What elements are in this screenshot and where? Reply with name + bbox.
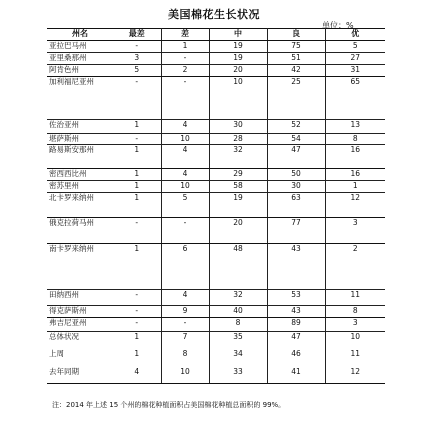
good-cell: 42: [267, 64, 325, 76]
fair-cell: 58: [209, 181, 267, 193]
table-row: [47, 145, 385, 169]
good-cell: 51: [267, 52, 325, 64]
good-cell: 43: [267, 244, 325, 290]
excellent-cell: 10: [350, 331, 361, 341]
poor-cell: 7: [161, 331, 209, 349]
good-cell: 50: [267, 169, 325, 181]
good-cell: 54: [267, 133, 325, 145]
fair-cell: 33: [209, 367, 267, 383]
good-cell: 47: [267, 331, 325, 349]
excellent-cell: 16: [325, 145, 385, 169]
table-row: [47, 169, 385, 181]
good-cell: 63: [267, 193, 325, 218]
table-row: [47, 193, 385, 218]
header-row: [47, 29, 385, 41]
state-cell: 总体状况: [49, 331, 79, 341]
good-cell: 46: [267, 349, 325, 367]
poor-cell: 1: [161, 40, 209, 52]
poor-cell: 10: [161, 133, 209, 145]
fair-cell: 19: [209, 52, 267, 64]
cotton-growth-table: [47, 28, 385, 384]
excellent-cell: 3: [325, 218, 385, 244]
state-cell: 得克萨斯州: [47, 306, 113, 318]
poor-cell: 4: [161, 169, 209, 181]
table-row: [47, 181, 385, 193]
good-cell: 25: [267, 76, 325, 119]
header-worst: 最差: [113, 29, 161, 41]
worst-cell: 1: [113, 181, 161, 193]
header-excellent: 优: [325, 29, 385, 41]
fair-cell: 19: [209, 193, 267, 218]
worst-cell: -: [113, 306, 161, 318]
state-cell: 佐治亚州: [47, 119, 113, 133]
poor-cell: 4: [161, 145, 209, 169]
excellent-cell: 12: [325, 193, 385, 218]
good-cell: 89: [267, 317, 325, 331]
state-cell: 路易斯安那州: [47, 145, 113, 169]
table-row: [47, 290, 385, 306]
poor-cell: -: [161, 317, 209, 331]
poor-cell: 9: [161, 306, 209, 318]
poor-cell: -: [161, 76, 209, 119]
good-cell: 30: [267, 181, 325, 193]
excellent-cell: 8: [325, 133, 385, 145]
excellent-cell: 11: [325, 290, 385, 306]
state-cell: 南卡罗来纳州: [47, 244, 113, 290]
table-row: [47, 64, 385, 76]
state-cell: 加利福尼亚州: [47, 76, 113, 119]
excellent-cell: 12: [325, 367, 385, 383]
state-cell: 弗吉尼亚州: [47, 317, 113, 331]
state-cell: 密苏里州: [47, 181, 113, 193]
worst-cell: 1: [113, 169, 161, 181]
fair-cell: 19: [209, 40, 267, 52]
worst-cell: -: [113, 133, 161, 145]
excellent-cell: 27: [325, 52, 385, 64]
poor-cell: 6: [161, 244, 209, 290]
state-cell: 堪萨斯州: [47, 133, 113, 145]
good-cell: 52: [267, 119, 325, 133]
worst-cell: 1: [113, 244, 161, 290]
header-state: 州名: [47, 29, 113, 41]
poor-cell: -: [161, 52, 209, 64]
state-cell: 上周: [49, 349, 64, 358]
table-row: [47, 317, 385, 331]
excellent-cell: 3: [325, 317, 385, 331]
good-cell: 75: [267, 40, 325, 52]
fair-cell: 20: [209, 64, 267, 76]
poor-cell: 10: [161, 367, 209, 383]
worst-cell: -: [113, 317, 161, 331]
table-body: [47, 40, 385, 383]
fair-cell: 20: [209, 218, 267, 244]
header-poor: 差: [161, 29, 209, 41]
worst-cell: -: [113, 290, 161, 306]
table-row: [47, 52, 385, 64]
excellent-cell: 11: [350, 349, 361, 358]
fair-cell: 40: [209, 306, 267, 318]
worst-cell: -: [113, 40, 161, 52]
table-row: [47, 306, 385, 318]
state-cell: 密西西比州: [47, 169, 113, 181]
poor-cell: 4: [161, 119, 209, 133]
header-good: 良: [267, 29, 325, 41]
fair-cell: 48: [209, 244, 267, 290]
table-row: [47, 218, 385, 244]
state-cell: 田纳西州: [47, 290, 113, 306]
good-cell: 77: [267, 218, 325, 244]
state-cell: 去年同期: [47, 367, 113, 383]
poor-cell: 2: [161, 64, 209, 76]
poor-cell: -: [161, 218, 209, 244]
table-row: [47, 331, 385, 349]
worst-cell: -: [113, 76, 161, 119]
header-fair: 中: [209, 29, 267, 41]
fair-cell: 30: [209, 119, 267, 133]
state-cell: 亚里桑那州: [47, 52, 113, 64]
table-row: [47, 349, 385, 367]
poor-cell: 8: [161, 349, 209, 367]
table-row: [47, 119, 385, 133]
poor-cell: 5: [161, 193, 209, 218]
state-cell: 北卡罗来纳州: [47, 193, 113, 218]
fair-cell: 29: [209, 169, 267, 181]
excellent-cell: 2: [325, 244, 385, 290]
good-cell: 43: [267, 306, 325, 318]
excellent-cell: 31: [325, 64, 385, 76]
footnote: 注：2014 年上述 15 个州的棉花种植面积占美国棉花种植总面积的 99%。: [52, 401, 286, 409]
excellent-cell: 1: [325, 181, 385, 193]
worst-cell: 1: [113, 349, 161, 367]
table-row: [47, 244, 385, 290]
excellent-cell: 16: [325, 169, 385, 181]
poor-cell: 4: [161, 290, 209, 306]
fair-cell: 10: [209, 76, 267, 119]
table-header: [47, 29, 385, 41]
good-cell: 47: [267, 145, 325, 169]
table-row: [47, 133, 385, 145]
page-title: 美国棉花生长状况: [168, 8, 260, 21]
worst-cell: 1: [113, 145, 161, 169]
fair-cell: 32: [209, 290, 267, 306]
excellent-cell: 13: [325, 119, 385, 133]
worst-cell: 1: [113, 193, 161, 218]
unit-label: 单位：%: [322, 21, 354, 30]
fair-cell: 28: [209, 133, 267, 145]
fair-cell: 8: [209, 317, 267, 331]
excellent-cell: 8: [325, 306, 385, 318]
good-cell: 53: [267, 290, 325, 306]
worst-cell: 5: [113, 64, 161, 76]
poor-cell: 10: [161, 181, 209, 193]
state-cell: 俄克拉荷马州: [47, 218, 113, 244]
table-row: [47, 40, 385, 52]
table-row: [47, 76, 385, 119]
fair-cell: 32: [209, 145, 267, 169]
worst-cell: -: [113, 218, 161, 244]
table-row: [47, 367, 385, 383]
worst-cell: 1: [113, 331, 161, 349]
excellent-cell: 5: [325, 40, 385, 52]
fair-cell: 35: [209, 331, 267, 349]
state-cell: 亚拉巴马州: [47, 40, 113, 52]
worst-cell: 3: [113, 52, 161, 64]
excellent-cell: 65: [325, 76, 385, 119]
worst-cell: 4: [113, 367, 161, 383]
fair-cell: 34: [209, 349, 267, 367]
state-cell: 阿肯色州: [47, 64, 113, 76]
worst-cell: 1: [113, 119, 161, 133]
good-cell: 41: [267, 367, 325, 383]
